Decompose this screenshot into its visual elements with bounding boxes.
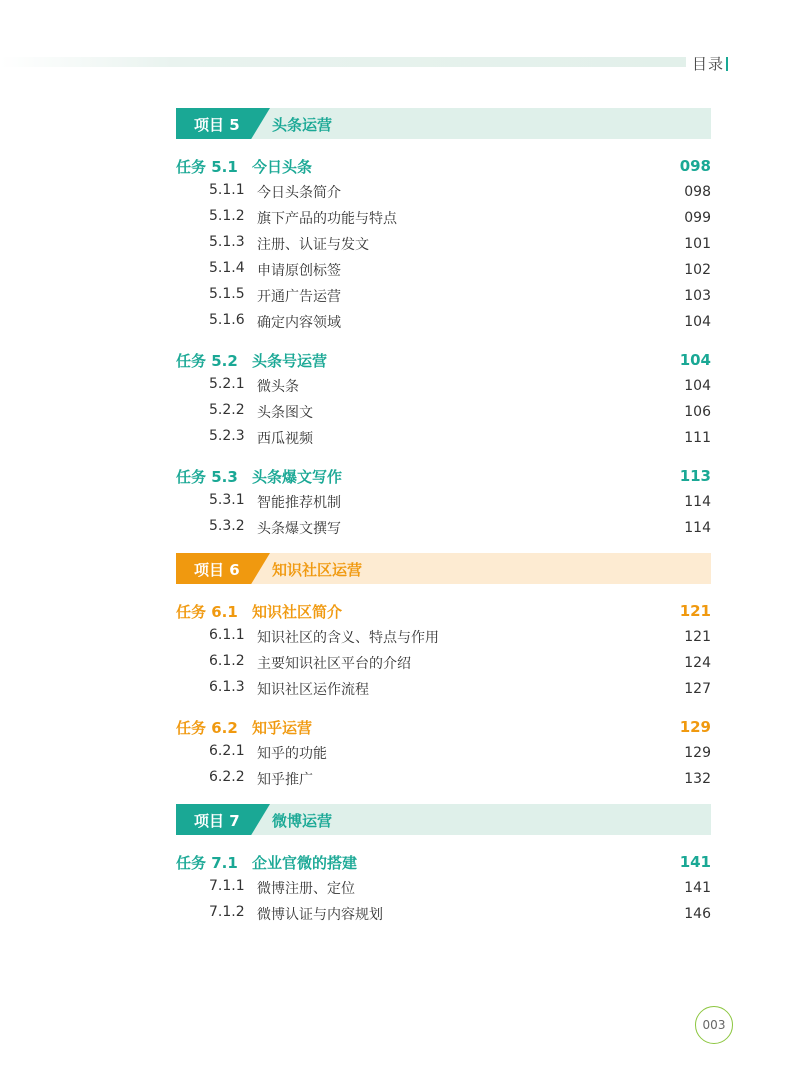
section-number: 5.1.1 (209, 182, 245, 198)
task-number: 任务 6.1 (176, 602, 238, 621)
section-number: 5.1.3 (209, 234, 245, 250)
section-page: 114 (684, 520, 711, 536)
section-label (176, 208, 397, 228)
section-entry[interactable] (176, 373, 711, 399)
task-page: 121 (679, 602, 711, 620)
project-header[interactable] (176, 553, 711, 584)
task-page: 129 (679, 718, 711, 736)
section-title: 今日头条简介 (257, 185, 341, 201)
section-number: 5.3.1 (209, 492, 245, 508)
task-title: 头条爆文写作 (252, 467, 343, 486)
section-entry[interactable] (176, 624, 711, 650)
section-title: 智能推荐机制 (257, 495, 341, 511)
section-page: 114 (684, 494, 711, 510)
section-label (176, 904, 383, 924)
section-label (176, 743, 327, 763)
section-entry[interactable] (176, 766, 711, 792)
section-title: 微头条 (257, 379, 299, 395)
task-group (176, 714, 711, 792)
section-label (176, 428, 313, 448)
section-label (176, 234, 369, 254)
task-number: 任务 5.3 (176, 467, 238, 486)
section-page: 127 (684, 681, 711, 697)
section-entry[interactable] (176, 309, 711, 335)
section-number: 6.2.2 (209, 769, 245, 785)
task-group (176, 347, 711, 451)
section-entry[interactable] (176, 205, 711, 231)
section-number: 6.1.3 (209, 679, 245, 695)
section-page: 103 (684, 288, 711, 304)
section-title: 知识社区运作流程 (257, 682, 369, 698)
task-title: 今日头条 (252, 157, 313, 176)
section-label (176, 402, 313, 422)
task-group (176, 463, 711, 541)
section-page: 099 (684, 210, 711, 226)
section-title: 西瓜视频 (257, 431, 313, 447)
section-page: 102 (684, 262, 711, 278)
table-of-contents (176, 108, 711, 939)
section-title: 知识社区的含义、特点与作用 (257, 630, 439, 646)
section-entry[interactable] (176, 231, 711, 257)
header-title: 目录 (692, 55, 725, 73)
section-title: 主要知识社区平台的介绍 (257, 656, 411, 672)
section-title: 注册、认证与发文 (257, 237, 369, 253)
section-label (176, 653, 411, 673)
task-entry[interactable] (176, 463, 711, 489)
section-entry[interactable] (176, 257, 711, 283)
section-title: 微博注册、定位 (257, 881, 355, 897)
task-label (176, 852, 357, 873)
section-entry[interactable] (176, 515, 711, 541)
section-entry[interactable] (176, 283, 711, 309)
section-entry[interactable] (176, 901, 711, 927)
section-page: 132 (684, 771, 711, 787)
task-page: 098 (679, 157, 711, 175)
section-number: 6.2.1 (209, 743, 245, 759)
task-entry[interactable] (176, 714, 711, 740)
section-page: 146 (684, 906, 711, 922)
section-label (176, 182, 341, 202)
project-number: 项目 7 (194, 812, 240, 830)
section-title: 开通广告运营 (257, 289, 341, 305)
section-title: 确定内容领域 (257, 315, 341, 331)
section-page: 104 (684, 314, 711, 330)
section-number: 7.1.1 (209, 878, 245, 894)
section-entry[interactable] (176, 399, 711, 425)
section-number: 5.2.1 (209, 376, 245, 392)
task-title: 企业官微的搭建 (252, 853, 358, 872)
project-title: 知识社区运营 (272, 561, 363, 579)
task-number: 任务 5.1 (176, 157, 238, 176)
header-mark (726, 57, 728, 71)
section-page: 098 (684, 184, 711, 200)
section-page: 121 (684, 629, 711, 645)
task-title: 头条号运营 (252, 351, 328, 370)
task-group (176, 598, 711, 702)
section-number: 5.3.2 (209, 518, 245, 534)
project-header[interactable] (176, 108, 711, 139)
task-page: 104 (679, 351, 711, 369)
section-number: 7.1.2 (209, 904, 245, 920)
section-page: 101 (684, 236, 711, 252)
task-label (176, 601, 342, 622)
section-number: 5.1.6 (209, 312, 245, 328)
section-entry[interactable] (176, 650, 711, 676)
section-label (176, 679, 369, 699)
section-page: 111 (684, 430, 711, 446)
section-title: 知乎的功能 (257, 746, 327, 762)
project-number: 项目 5 (194, 116, 240, 134)
task-title: 知识社区简介 (252, 602, 343, 621)
section-title: 头条图文 (257, 405, 313, 421)
task-title: 知乎运营 (252, 718, 313, 737)
section-entry[interactable] (176, 875, 711, 901)
header-band (0, 57, 686, 67)
section-entry[interactable] (176, 489, 711, 515)
project-title: 微博运营 (272, 812, 333, 830)
section-entry[interactable] (176, 425, 711, 451)
section-title: 知乎推广 (257, 772, 313, 788)
section-page: 129 (684, 745, 711, 761)
project-number: 项目 6 (194, 561, 240, 579)
section-label (176, 769, 313, 789)
task-number: 任务 5.2 (176, 351, 238, 370)
project-header[interactable] (176, 804, 711, 835)
section-label (176, 518, 341, 538)
task-label (176, 717, 312, 738)
task-label (176, 350, 327, 371)
section-number: 5.1.4 (209, 260, 245, 276)
task-entry[interactable] (176, 153, 711, 179)
section-label (176, 376, 299, 396)
task-page: 113 (679, 467, 711, 485)
section-number: 6.1.2 (209, 653, 245, 669)
section-label (176, 286, 341, 306)
section-page: 106 (684, 404, 711, 420)
section-entry[interactable] (176, 740, 711, 766)
task-group (176, 849, 711, 927)
section-number: 5.1.5 (209, 286, 245, 302)
section-page: 124 (684, 655, 711, 671)
section-number: 5.2.3 (209, 428, 245, 444)
task-group (176, 153, 711, 335)
section-label (176, 492, 341, 512)
task-entry[interactable] (176, 849, 711, 875)
section-page: 104 (684, 378, 711, 394)
project-title: 头条运营 (272, 116, 333, 134)
section-title: 头条爆文撰写 (257, 521, 341, 537)
section-entry[interactable] (176, 676, 711, 702)
task-entry[interactable] (176, 347, 711, 373)
section-number: 5.2.2 (209, 402, 245, 418)
section-title: 旗下产品的功能与特点 (257, 211, 397, 227)
section-label (176, 312, 341, 332)
section-title: 微博认证与内容规划 (257, 907, 383, 923)
page-number: 003 (695, 1006, 733, 1044)
task-label (176, 156, 312, 177)
section-label (176, 260, 341, 280)
section-page: 141 (684, 880, 711, 896)
section-label (176, 878, 355, 898)
section-number: 5.1.2 (209, 208, 245, 224)
task-page: 141 (679, 853, 711, 871)
task-label (176, 466, 342, 487)
section-number: 6.1.1 (209, 627, 245, 643)
task-number: 任务 6.2 (176, 718, 238, 737)
section-title: 申请原创标签 (257, 263, 341, 279)
task-entry[interactable] (176, 598, 711, 624)
task-number: 任务 7.1 (176, 853, 238, 872)
section-label (176, 627, 439, 647)
section-entry[interactable] (176, 179, 711, 205)
